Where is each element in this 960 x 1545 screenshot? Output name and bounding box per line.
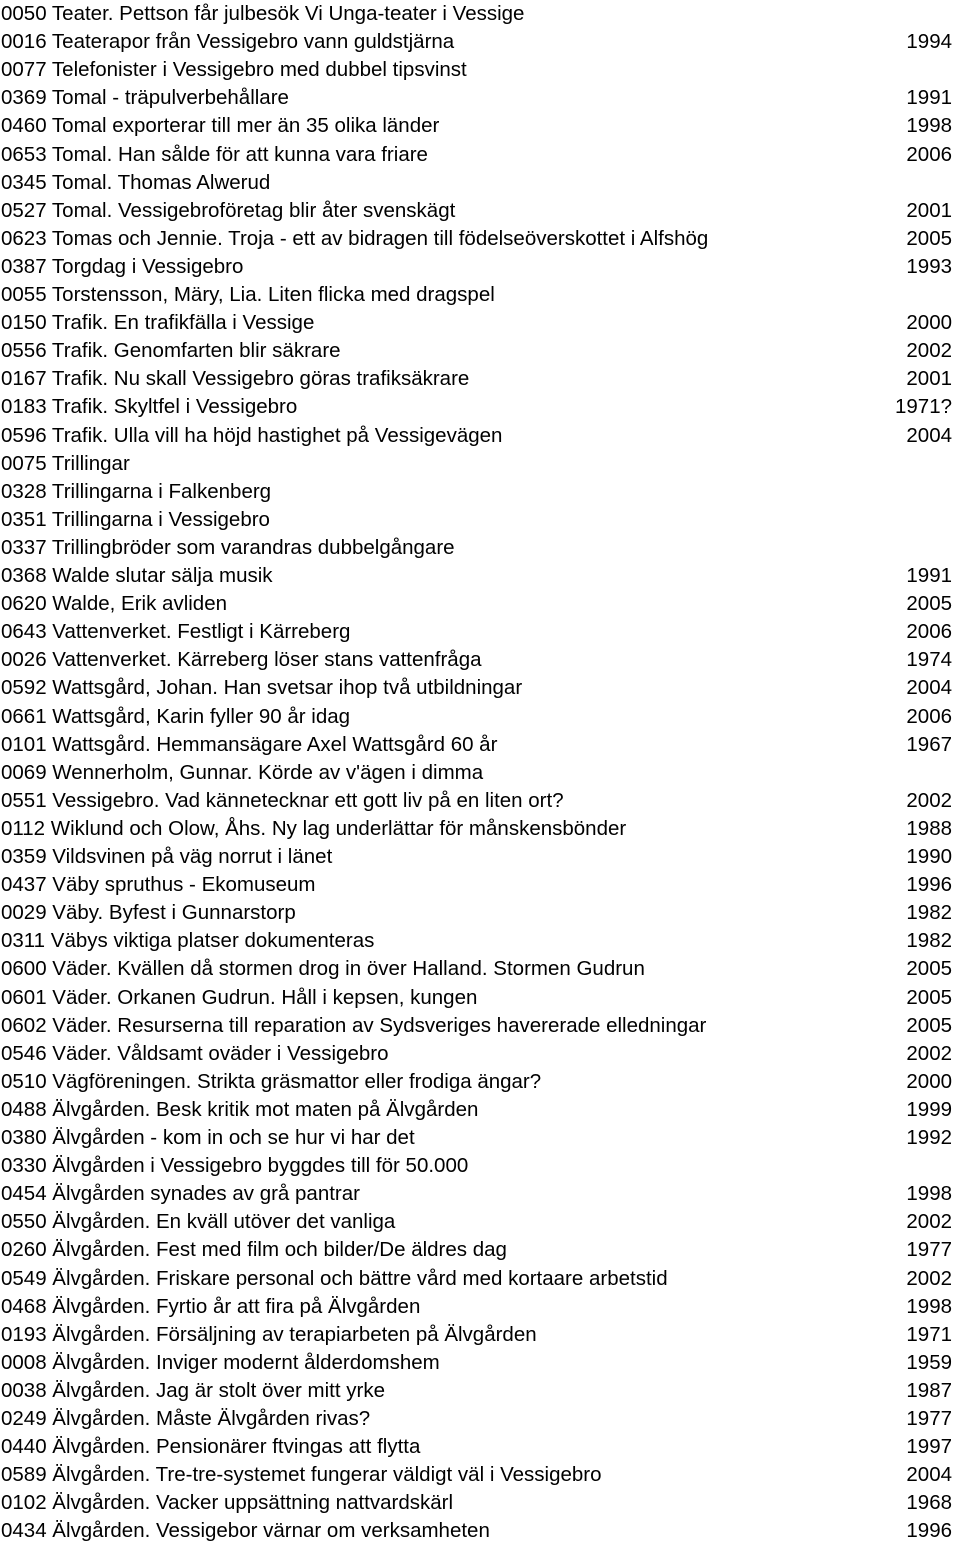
- entry-title: 0183 Trafik. Skyltfel i Vessigebro: [1, 395, 298, 419]
- list-item: [0, 1517, 960, 1545]
- entry-year: 1977: [906, 1238, 952, 1262]
- entry-year: 1997: [906, 1435, 952, 1459]
- list-item: [0, 1208, 960, 1236]
- list-item: [0, 169, 960, 197]
- list-item: [0, 1152, 960, 1180]
- entry-title: 0468 Älvgården. Fyrtio år att fira på Älvgården: [1, 1294, 421, 1318]
- entry-year: 1993: [906, 254, 952, 278]
- entry-title: 0549 Älvgården. Friskare personal och bättre vård med kortaare arbetstid: [1, 1266, 668, 1290]
- list-item: [0, 450, 960, 478]
- entry-title: 0055 Torstensson, Märy, Lia. Liten flicka med dragspel: [1, 283, 495, 306]
- entry-year: 2000: [906, 1069, 952, 1093]
- entry-title: 0167 Trafik. Nu skall Vessigebro göras trafiksäkrare: [1, 367, 470, 391]
- entry-year: 2005: [906, 1013, 952, 1037]
- entry-title: 0550 Älvgården. En kväll utöver det vanliga: [1, 1210, 396, 1234]
- list-item: [0, 337, 960, 365]
- entry-year: 2002: [906, 788, 952, 812]
- list-item: [0, 28, 960, 56]
- entry-year: 1977: [906, 1407, 952, 1430]
- list-item: [0, 1124, 960, 1152]
- entry-year: 2005: [906, 226, 952, 250]
- list-item: [0, 1096, 960, 1124]
- list-item: [0, 478, 960, 506]
- list-item: [0, 1321, 960, 1349]
- entry-title: 0345 Tomal. Thomas Alwerud: [1, 170, 271, 194]
- entry-title: 0075 Trillingar: [1, 451, 130, 475]
- list-item: [0, 646, 960, 674]
- list-item: [0, 365, 960, 393]
- entry-title: 0249 Älvgården. Måste Älvgården rivas?: [1, 1407, 371, 1430]
- list-item: [0, 1265, 960, 1293]
- entry-year: 2000: [906, 311, 952, 335]
- list-item: [0, 1180, 960, 1208]
- entry-title: 0008 Älvgården. Inviger modernt ålderdomshem: [1, 1350, 440, 1374]
- list-item: [0, 562, 960, 590]
- entry-year: 1967: [906, 732, 952, 756]
- entry-year: 2006: [906, 142, 952, 166]
- entry-year: 1998: [906, 1294, 952, 1318]
- entry-title: 0434 Älvgården. Vessigebor värnar om verksamheten: [1, 1519, 490, 1543]
- list-item: [0, 1012, 960, 1040]
- entry-year: 1968: [906, 1491, 952, 1515]
- entry-year: 2006: [906, 704, 952, 728]
- entry-year: 2004: [906, 676, 952, 700]
- entry-year: 2002: [906, 1266, 952, 1290]
- list-item: [0, 56, 960, 84]
- list-item: [0, 703, 960, 731]
- list-item: [0, 1489, 960, 1517]
- entry-title: 0069 Wennerholm, Gunnar. Körde av v'ägen i dimma: [1, 760, 484, 784]
- list-item: [0, 815, 960, 843]
- list-item: [0, 1433, 960, 1461]
- list-item: [0, 1461, 960, 1489]
- entry-title: 0029 Väby. Byfest i Gunnarstorp: [1, 901, 296, 925]
- list-item: [0, 1349, 960, 1377]
- entry-title: 0026 Vattenverket. Kärreberg löser stans vattenfråga: [1, 648, 482, 672]
- entry-title: 0556 Trafik. Genomfarten blir säkrare: [1, 339, 341, 363]
- entry-title: 0387 Torgdag i Vessigebro: [1, 254, 244, 278]
- entry-year: 2006: [906, 620, 952, 644]
- list-item: [0, 197, 960, 225]
- entry-title: 0359 Vildsvinen på väg norrut i länet: [1, 845, 333, 868]
- entry-year: 1982: [906, 929, 952, 953]
- list-item: [0, 618, 960, 646]
- entry-title: 0437 Väby spruthus - Ekomuseum: [1, 873, 316, 897]
- list-item: [0, 787, 960, 815]
- list-item: [0, 843, 960, 871]
- list-item: [0, 281, 960, 309]
- entry-title: 0600 Väder. Kvällen då stormen drog in över Halland. Stormen Gudrun: [1, 957, 645, 981]
- entry-year: 2004: [906, 1463, 952, 1487]
- entry-title: 0102 Älvgården. Vacker uppsättning nattvardskärl: [1, 1491, 454, 1515]
- entry-year: 2002: [906, 1041, 952, 1065]
- entry-title: 0623 Tomas och Jennie. Troja - ett av bidragen till födelseöverskottet i Alfshög: [1, 226, 709, 250]
- entry-year: 2001: [906, 367, 952, 391]
- list-item: [0, 422, 960, 450]
- entry-year: 2001: [906, 198, 952, 222]
- entry-title: 0101 Wattsgård. Hemmansägare Axel Wattsgård 60 år: [1, 732, 498, 756]
- entry-title: 0601 Väder. Orkanen Gudrun. Håll i kepsen, kungen: [1, 985, 478, 1009]
- list-item: [0, 309, 960, 337]
- entry-title: 0311 Väbys viktiga platser dokumenteras: [1, 929, 375, 953]
- entry-year: 1959: [906, 1350, 952, 1374]
- entry-title: 0330 Älvgården i Vessigebro byggdes till för 50.000: [1, 1154, 469, 1178]
- list-item: [0, 1377, 960, 1405]
- entry-title: 0038 Älvgården. Jag är stolt över mitt yrke: [1, 1378, 385, 1402]
- list-item: [0, 393, 960, 421]
- entry-year: 1999: [906, 1097, 952, 1121]
- list-item: [0, 84, 960, 112]
- entry-year: 1971?: [894, 395, 952, 419]
- entry-title: 0527 Tomal. Vessigebroföretag blir åter svenskägt: [1, 198, 456, 222]
- list-item: [0, 1040, 960, 1068]
- list-item: [0, 0, 960, 28]
- entry-title: 0546 Väder. Våldsamt oväder i Vessigebro: [1, 1041, 389, 1065]
- list-item: [0, 955, 960, 983]
- entry-year: 2004: [906, 423, 952, 447]
- list-item: [0, 984, 960, 1012]
- entry-title: 0016 Teaterapor från Vessigebro vann guldstjärna: [1, 30, 455, 54]
- entry-year: 2002: [906, 1210, 952, 1234]
- list-item: [0, 871, 960, 899]
- entry-title: 0440 Älvgården. Pensionärer ftvingas att flytta: [1, 1435, 421, 1459]
- entry-title: 0653 Tomal. Han sålde för att kunna vara friare: [1, 142, 428, 166]
- entry-title: 0369 Tomal - träpulverbehållare: [1, 86, 289, 110]
- entry-title: 0643 Vattenverket. Festligt i Kärreberg: [1, 620, 351, 644]
- entry-title: 0150 Trafik. En trafikfälla i Vessige: [1, 311, 315, 335]
- entry-title: 0460 Tomal exporterar till mer än 35 olika länder: [1, 114, 440, 138]
- entry-year: 1998: [906, 1182, 952, 1206]
- entry-title: 0592 Wattsgård, Johan. Han svetsar ihop två utbildningar: [1, 676, 523, 700]
- entry-year: 1990: [906, 845, 952, 868]
- entry-title: 0596 Trafik. Ulla vill ha höjd hastighet på Vessigevägen: [1, 423, 503, 447]
- list-item: [0, 731, 960, 759]
- entry-title: 0351 Trillingarna i Vessigebro: [1, 507, 270, 531]
- list-item: [0, 1293, 960, 1321]
- list-item: [0, 590, 960, 618]
- entry-title: 0260 Älvgården. Fest med film och bilder/De äldres dag: [1, 1238, 507, 1262]
- entry-year: 1996: [906, 1519, 952, 1543]
- list-item: [0, 899, 960, 927]
- entry-year: 1971: [906, 1322, 952, 1346]
- list-item: [0, 1405, 960, 1433]
- entry-year: 2005: [906, 985, 952, 1009]
- list-item: [0, 253, 960, 281]
- list-item: [0, 674, 960, 702]
- entry-year: 1987: [906, 1378, 952, 1402]
- entry-title: 0488 Älvgården. Besk kritik mot maten på Älvgården: [1, 1097, 479, 1121]
- entry-title: 0454 Älvgården synades av grå pantrar: [1, 1182, 360, 1206]
- entry-year: 1988: [906, 816, 952, 840]
- list-item: [0, 141, 960, 169]
- entry-year: 1974: [906, 648, 952, 672]
- entry-year: 2005: [906, 957, 952, 981]
- entry-year: 2005: [906, 592, 952, 616]
- entry-title: 0661 Wattsgård, Karin fyller 90 år idag: [1, 704, 351, 728]
- entry-title: 0620 Walde, Erik avliden: [1, 592, 228, 616]
- entry-title: 0368 Walde slutar sälja musik: [1, 564, 273, 587]
- entry-title: 0050 Teater. Pettson får julbesök Vi Unga-teater i Vessige: [1, 2, 525, 25]
- list-item: [0, 1068, 960, 1096]
- entry-year: 1982: [906, 901, 952, 925]
- entry-year: 1996: [906, 873, 952, 897]
- entry-title: 0077 Telefonister i Vessigebro med dubbel tipsvinst: [1, 58, 467, 82]
- entry-title: 0589 Älvgården. Tre-tre-systemet fungerar väldigt väl i Vessigebro: [1, 1463, 602, 1487]
- list-item: [0, 225, 960, 253]
- entry-title: 0380 Älvgården - kom in och se hur vi har det: [1, 1126, 415, 1149]
- entry-title: 0328 Trillingarna i Falkenberg: [1, 479, 272, 503]
- entry-year: 1998: [906, 114, 952, 138]
- list-item: [0, 1236, 960, 1264]
- list-item: [0, 927, 960, 955]
- entry-year: 1992: [906, 1126, 952, 1149]
- entry-year: 1994: [906, 30, 952, 54]
- entry-title: 0551 Vessigebro. Vad kännetecknar ett gott liv på en liten ort?: [1, 788, 564, 812]
- entry-title: 0193 Älvgården. Försäljning av terapiarbeten på Älvgården: [1, 1322, 537, 1346]
- entry-year: 1991: [906, 86, 952, 110]
- list-item: [0, 506, 960, 534]
- list-item: [0, 759, 960, 787]
- list-item: [0, 534, 960, 562]
- entry-title: 0602 Väder. Resurserna till reparation av Sydsveriges havererade elledningar: [1, 1013, 707, 1037]
- entry-title: 0112 Wiklund och Olow, Åhs. Ny lag underlättar för månskensbönder: [1, 816, 627, 840]
- entry-year: 2002: [906, 339, 952, 363]
- entry-title: 0510 Vägföreningen. Strikta gräsmattor eller frodiga ängar?: [1, 1069, 542, 1093]
- list-item: [0, 112, 960, 140]
- entry-year: 1991: [906, 564, 952, 587]
- entry-title: 0337 Trillingbröder som varandras dubbelgångare: [1, 535, 455, 559]
